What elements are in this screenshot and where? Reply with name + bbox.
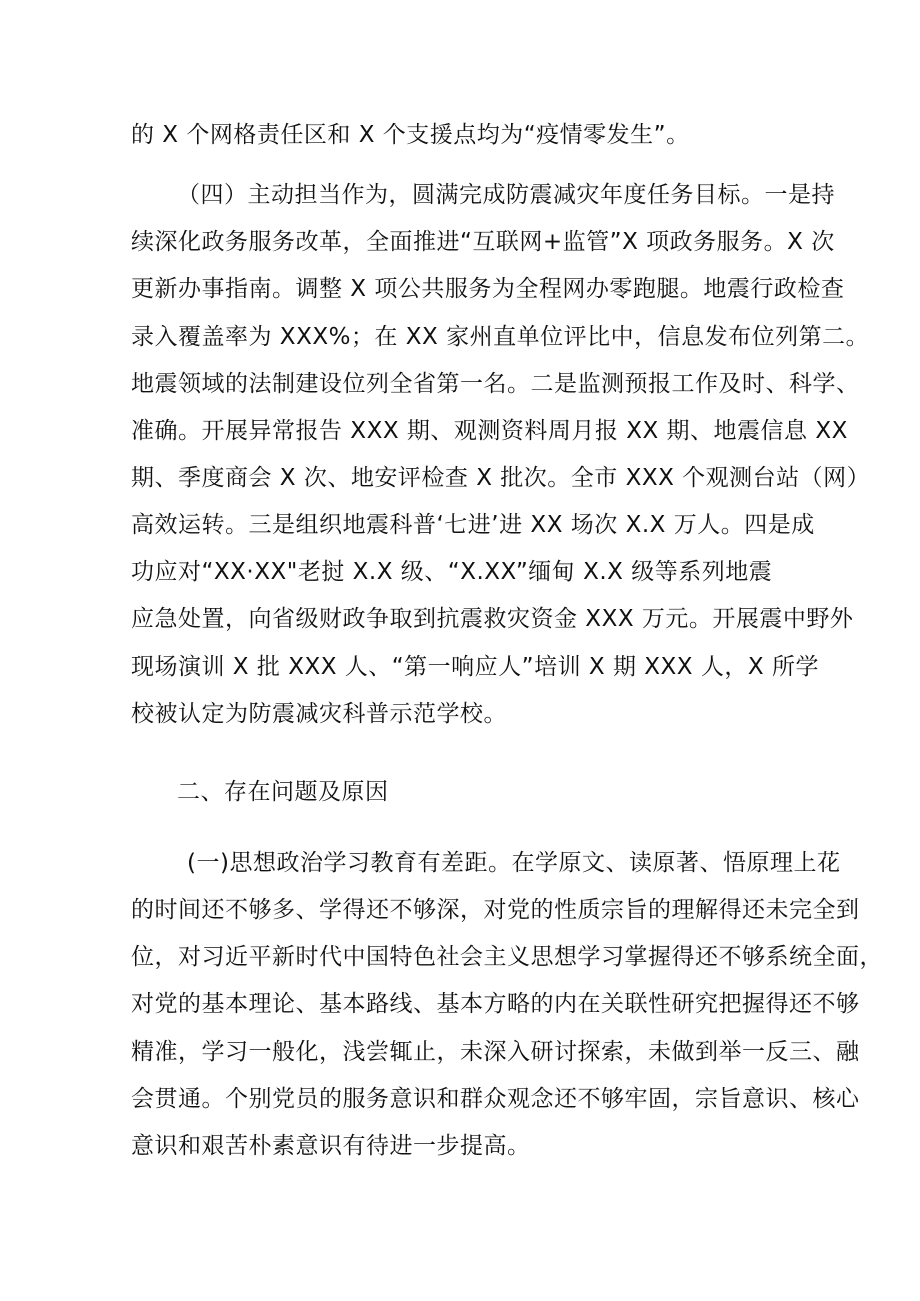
text-line: 续深化政务服务改革，全面推进“互联网+监管”X 项政务服务。X 次 <box>131 229 835 255</box>
text-line: 期、季度商会 X 次、地安评检查 X 批次。全市 XXX 个观测台站（网） <box>131 465 871 491</box>
text-line: 校被认定为防震减灾科普示范学校。 <box>131 701 507 727</box>
text-line: 高效运转。三是组织地震科普‘七进’进 XX 场次 X.X 万人。四是成 <box>131 512 815 538</box>
text-line: 地震领域的法制建设位列全省第一名。二是监测预报工作及时、科学、 <box>131 371 860 397</box>
paragraph-heading-4: （四）主动担当作为，圆满完成防震减灾年度任务目标。一是持 <box>177 182 835 208</box>
text-line: 对党的基本理论、基本路线、基本方略的内在关联性研究把握得还不够 <box>131 991 860 1017</box>
text-line: 位，对习近平新时代中国特色社会主义思想学习掌握得还不够系统全面， <box>131 944 883 970</box>
text-line: 功应对“XX·XX"老挝 X.X 级、“X.XX”缅甸 X.X 级等系列地震 <box>131 559 773 585</box>
text-line: 录入覆盖率为 XXX%；在 XX 家州直单位评比中，信息发布位列第二。 <box>131 324 870 350</box>
text-line: 现场演训 X 批 XXX 人、“第一响应人”培训 X 期 XXX 人，X 所学 <box>131 654 819 680</box>
section-heading: 二、存在问题及原因 <box>177 779 389 805</box>
text-line: 意识和艰苦朴素意识有待进一步提高。 <box>131 1133 531 1159</box>
text-line: 精准，学习一般化，浅尝辄止，未深入研讨探索，未做到举一反三、融 <box>131 1039 860 1065</box>
text-line: 会贯通。个别党员的服务意识和群众观念还不够牢固，宗旨意识、核心 <box>131 1086 860 1112</box>
paragraph-heading-1: (一)思想政治学习教育有差距。在学原文、读原著、悟原理上花 <box>187 850 841 876</box>
text-line: 的 X 个网格责任区和 X 个支援点均为“疫情零发生”。 <box>131 122 690 148</box>
text-line: 更新办事指南。调整 X 项公共服务为全程网办零跑腿。地震行政检查 <box>131 276 845 302</box>
text-line: 准确。开展异常报告 XXX 期、观测资料周月报 XX 期、地震信息 XX <box>131 418 848 444</box>
text-line: 应急处置，向省级财政争取到抗震救灾资金 XXX 万元。开展震中野外 <box>131 606 854 632</box>
text-line: 的时间还不够多、学得还不够深，对党的性质宗旨的理解得还未完全到 <box>131 897 860 923</box>
